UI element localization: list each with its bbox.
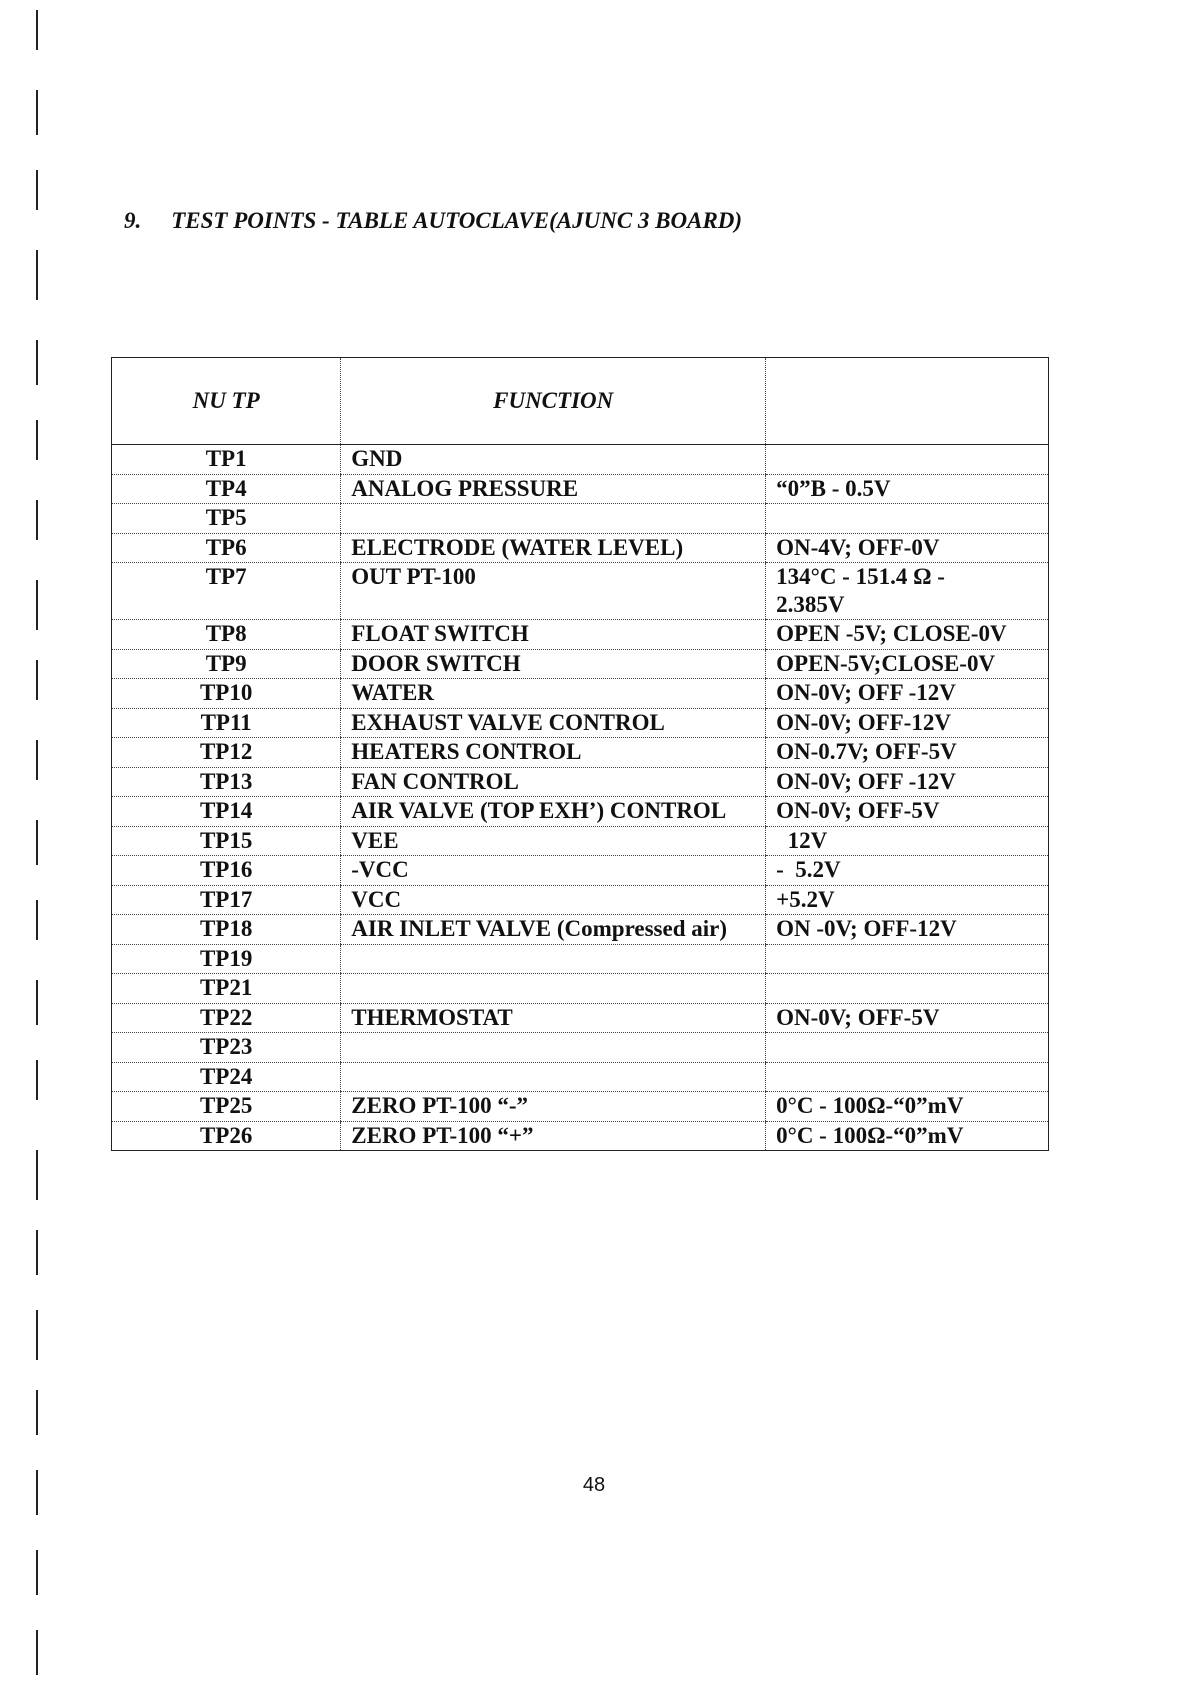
cell-test-point: TP9 <box>112 649 341 679</box>
cell-test-point: TP5 <box>112 504 341 534</box>
header-function: FUNCTION <box>341 358 766 445</box>
cell-value <box>766 620 1049 650</box>
cell-function <box>341 974 766 1004</box>
table-row <box>112 504 1049 534</box>
table-row <box>112 474 1049 504</box>
table-row <box>112 915 1049 945</box>
cell-function: EXHAUST VALVE CONTROL <box>341 708 766 738</box>
value-line: +5.2V <box>776 886 835 912</box>
cell-value <box>766 885 1049 915</box>
value-line: OPEN -5V; CLOSE-0V <box>776 621 1007 646</box>
table-row <box>112 1003 1049 1033</box>
cell-test-point: TP1 <box>112 445 341 475</box>
table-header-row <box>112 358 1049 445</box>
table-row <box>112 620 1049 650</box>
page-number: 48 <box>582 1474 606 1496</box>
cell-function <box>341 1033 766 1063</box>
table-row <box>112 1062 1049 1092</box>
table-row <box>112 944 1049 974</box>
table-row <box>112 1092 1049 1122</box>
cell-function: ANALOG PRESSURE <box>341 474 766 504</box>
table-row <box>112 649 1049 679</box>
table-body <box>112 445 1049 1151</box>
cell-value <box>766 1003 1049 1033</box>
table-row <box>112 1033 1049 1063</box>
cell-value <box>766 1092 1049 1122</box>
cell-value <box>766 1062 1049 1092</box>
value-line: - 5.2V <box>776 857 841 882</box>
table-row <box>112 563 1049 620</box>
cell-value <box>766 797 1049 827</box>
binding-margin-marks <box>0 0 60 1688</box>
value-line: ON-0V; OFF-5V <box>776 1004 940 1030</box>
cell-value <box>766 708 1049 738</box>
cell-test-point: TP26 <box>199 1122 253 1148</box>
cell-test-point: TP4 <box>112 474 341 504</box>
cell-function: DOOR SWITCH <box>341 649 766 679</box>
value-line-2: 2.385V <box>776 592 845 617</box>
cell-test-point: TP22 <box>112 1003 341 1033</box>
table-row <box>112 826 1049 856</box>
cell-value <box>766 563 1049 620</box>
cell-test-point: TP11 <box>112 708 341 738</box>
value-line: ON-4V; OFF-0V <box>776 534 940 560</box>
cell-value <box>766 649 1049 679</box>
cell-test-point: TP19 <box>112 944 341 974</box>
cell-test-point: TP12 <box>112 738 341 768</box>
cell-function <box>341 504 766 534</box>
cell-function: ELECTRODE (WATER LEVEL) <box>341 533 766 563</box>
cell-test-point: TP24 <box>112 1062 341 1092</box>
table-row <box>112 679 1049 709</box>
cell-value <box>766 533 1049 563</box>
table-row <box>112 856 1049 886</box>
cell-value <box>766 474 1049 504</box>
cell-value <box>766 445 1049 475</box>
table-row <box>112 1121 1049 1151</box>
cell-value <box>766 856 1049 886</box>
cell-function: FLOAT SWITCH <box>341 620 766 650</box>
cell-test-point: TP23 <box>112 1033 341 1063</box>
value-line: 134°C - 151.4 Ω - <box>776 564 945 589</box>
cell-value <box>766 826 1049 856</box>
value-line: OPEN-5V;CLOSE-0V <box>776 650 996 676</box>
value-line: “0”B - 0.5V <box>776 475 891 501</box>
value-line: 0°C - 100Ω-“0”mV <box>776 1122 964 1148</box>
cell-test-point: TP8 <box>112 620 341 650</box>
cell-function: VEE <box>341 826 766 856</box>
cell-function: WATER <box>341 679 766 709</box>
cell-test-point: TP15 <box>112 826 341 856</box>
cell-value <box>766 504 1049 534</box>
table-row <box>112 797 1049 827</box>
cell-test-point: TP25 <box>112 1092 341 1122</box>
cell-function: ZERO PT-100 “+” <box>341 1121 766 1151</box>
cell-test-point: TP14 <box>112 797 341 827</box>
cell-value <box>766 738 1049 768</box>
section-number: 9. <box>124 208 142 233</box>
value-line: 12V <box>776 827 828 853</box>
cell-function: VCC <box>341 885 766 915</box>
cell-function: THERMOSTAT <box>341 1003 766 1033</box>
cell-test-point: TP13 <box>112 767 341 797</box>
cell-function: AIR INLET VALVE (Compressed air) <box>341 915 766 945</box>
cell-test-point: TP6 <box>112 533 341 563</box>
table-row <box>112 533 1049 563</box>
cell-value <box>766 679 1049 709</box>
table-row <box>112 974 1049 1004</box>
cell-test-point: TP21 <box>112 974 341 1004</box>
value-line: ON-0V; OFF -12V <box>776 768 956 794</box>
value-line: ON -0V; OFF-12V <box>776 916 957 941</box>
cell-function <box>341 1062 766 1092</box>
cell-test-point: TP17 <box>112 885 341 915</box>
value-line: ON-0V; OFF -12V <box>776 680 956 705</box>
cell-function: FAN CONTROL <box>341 767 766 797</box>
header-value <box>766 358 1049 445</box>
table-row <box>112 708 1049 738</box>
section-title <box>124 208 742 234</box>
cell-function: OUT PT-100 <box>341 563 766 620</box>
cell-function: ZERO PT-100 “-” <box>341 1092 766 1122</box>
cell-test-point: TP18 <box>112 915 341 945</box>
value-line: 0°C - 100Ω-“0”mV <box>776 1093 964 1118</box>
cell-value <box>766 944 1049 974</box>
table-row <box>112 738 1049 768</box>
cell-value <box>766 915 1049 945</box>
cell-function: GND <box>341 445 766 475</box>
cell-function <box>341 944 766 974</box>
cell-value <box>766 1033 1049 1063</box>
cell-value <box>766 767 1049 797</box>
value-line: ON-0V; OFF-5V <box>776 798 940 823</box>
table-row <box>112 885 1049 915</box>
cell-function: HEATERS CONTROL <box>341 738 766 768</box>
table-row <box>112 445 1049 475</box>
cell-value <box>766 974 1049 1004</box>
header-nu-tp: NU TP <box>112 358 341 445</box>
cell-value <box>766 1121 1049 1151</box>
test-points-table <box>111 357 1049 1151</box>
cell-test-point: TP16 <box>112 856 341 886</box>
section-title-text: TEST POINTS - TABLE AUTOCLAVE(AJUNC 3 BOARD) <box>171 208 743 233</box>
cell-function: AIR VALVE (TOP EXH’) CONTROL <box>341 797 766 827</box>
table-row <box>112 767 1049 797</box>
cell-test-point: TP7 <box>112 563 341 620</box>
cell-test-point: TP10 <box>112 679 341 709</box>
value-line: ON-0V; OFF-12V <box>776 709 951 735</box>
value-line: ON-0.7V; OFF-5V <box>776 739 957 764</box>
cell-function: -VCC <box>341 856 766 886</box>
